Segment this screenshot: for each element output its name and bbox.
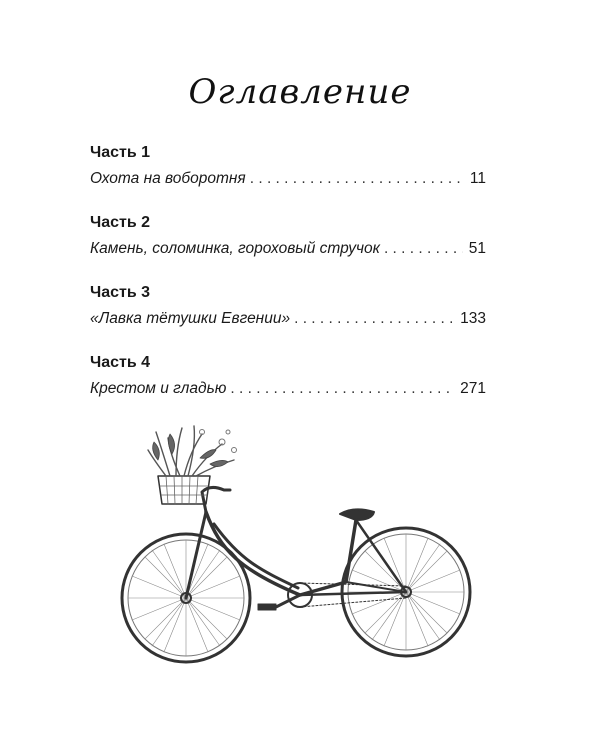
- entry-title: Охота на воборотня: [90, 170, 246, 187]
- dot-leader: [294, 309, 454, 329]
- toc-entry: [90, 169, 486, 189]
- toc-part-1: [90, 143, 486, 189]
- bicycle-icon: [122, 426, 470, 662]
- toc-part-3: [90, 283, 486, 329]
- toc-part-4: [90, 353, 486, 399]
- bicycle-illustration: [110, 420, 480, 670]
- part-label: Часть 1: [90, 144, 151, 161]
- page-number: 271: [460, 380, 486, 397]
- page-number: 133: [460, 310, 486, 327]
- toc-entry: [90, 309, 486, 329]
- toc-entry: [90, 379, 486, 399]
- entry-title: Крестом и гладью: [90, 380, 227, 397]
- page-title: Оглавление: [188, 72, 412, 112]
- part-label: Часть 4: [90, 354, 151, 371]
- entry-title: «Лавка тётушки Евгении»: [90, 310, 291, 327]
- table-of-contents: [90, 143, 486, 423]
- dot-leader: [250, 169, 464, 189]
- dot-leader: [384, 239, 463, 259]
- toc-part-2: [90, 213, 486, 259]
- part-label: Часть 3: [90, 284, 151, 301]
- dot-leader: [230, 379, 454, 399]
- page-number: 11: [469, 170, 486, 187]
- part-label: Часть 2: [90, 214, 151, 231]
- toc-entry: [90, 239, 486, 259]
- page-number: 51: [468, 240, 486, 257]
- entry-title: Камень, соломинка, гороховый стручок: [90, 240, 380, 257]
